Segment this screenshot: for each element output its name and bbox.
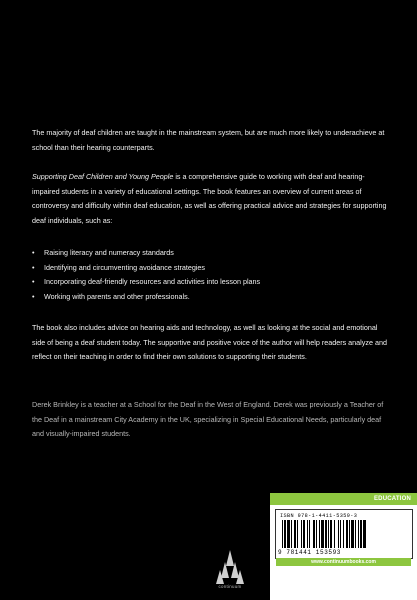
- website-link[interactable]: www.continuumbooks.com: [276, 558, 411, 566]
- list-item: [32, 290, 390, 305]
- publisher-name: continuum: [218, 584, 242, 589]
- book-title: Supporting Deaf Children and Young People: [32, 172, 174, 181]
- advice-paragraph: The book also includes advice on hearing aids and technology, as well as looking at the social and emotional side of being a deaf student today. The supportive and positive voice of the author will help readers analyze and reflect on their teaching in order to find their own solutions to supporting their students.: [32, 323, 387, 362]
- publisher-logo-icon: [213, 548, 247, 588]
- category-label: EDUCATION: [270, 493, 417, 505]
- isbn-box: [275, 509, 413, 559]
- list-item-text: Raising literacy and numeracy standards: [44, 248, 174, 257]
- bullet-icon: •: [32, 277, 35, 287]
- barcode-number: 9 781441 153593: [278, 549, 342, 556]
- list-item-text: Identifying and circumventing avoidance strategies: [44, 262, 206, 272]
- list-item: [32, 275, 390, 290]
- feature-list: [32, 246, 390, 304]
- barcode-icon: [280, 520, 408, 548]
- description-text: is a comprehensive guide to working with deaf and hearing-impaired students in a variety of educational settings. The book features an overview of current areas of controversy and difficulty within deaf education, as well as offering practical advice and strategies for supporting deaf individuals, such as:: [32, 172, 387, 225]
- list-item-text: Incorporating deaf-friendly resources and activities into lesson plans: [44, 277, 261, 287]
- isbn-text: ISBN 978-1-4411-5359-3: [280, 513, 358, 519]
- description-paragraph: [32, 170, 390, 228]
- list-item-text: Working with parents and other professionals.: [44, 291, 190, 301]
- bullet-icon: •: [32, 262, 35, 272]
- author-bio: Derek Brinkley is a teacher at a School for the Deaf in the West of England. Derek was previously a Teacher of the Deaf in a mainstream City Academy in the UK, specializing in Special Educational Needs, particularly deaf and visually-impaired students.: [32, 400, 384, 439]
- bullet-icon: •: [32, 248, 35, 257]
- intro-paragraph: The majority of deaf children are taught in the mainstream system, but are much more likely to underachieve at school than their hearing counterparts.: [32, 128, 385, 152]
- list-item: [32, 246, 390, 261]
- barcode-panel: [270, 493, 417, 600]
- bullet-icon: •: [32, 291, 35, 301]
- list-item: [32, 261, 390, 276]
